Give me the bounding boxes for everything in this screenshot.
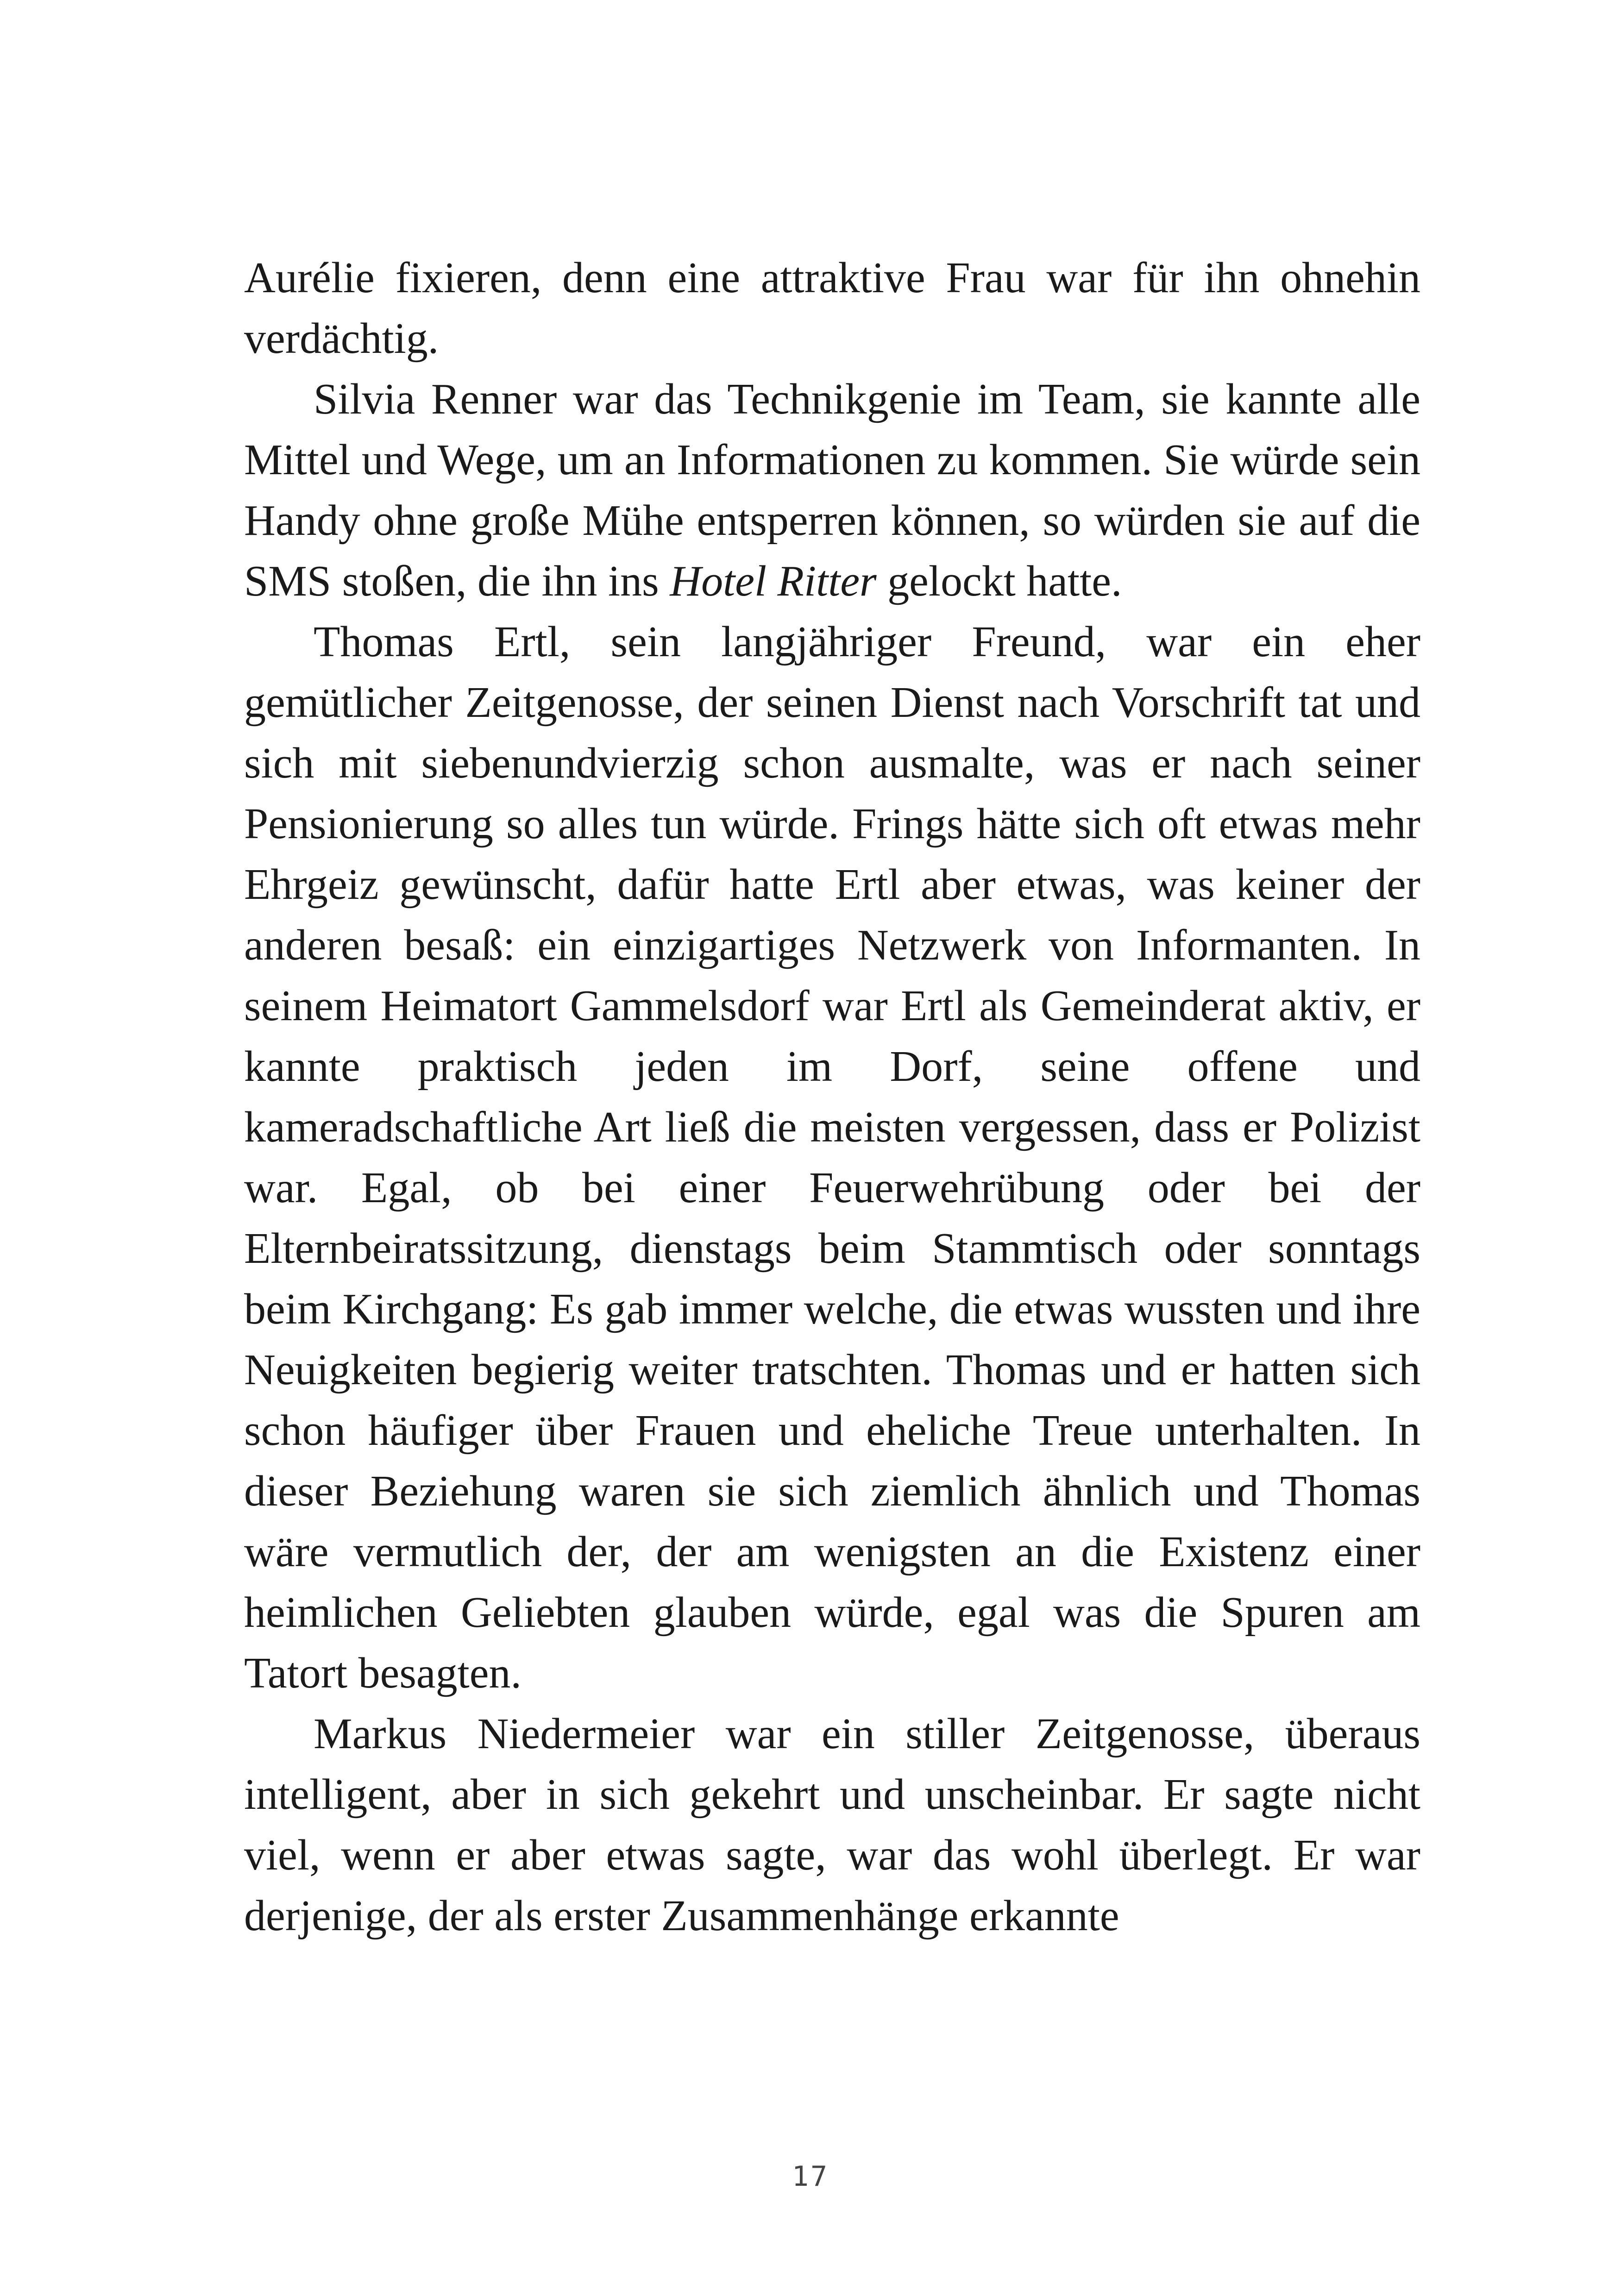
paragraph-3 [244,612,1420,1704]
paragraph-3-text: Thomas Ertl, sein langjähriger Freund, war ein eher gemütlicher Zeitgenosse, der seinen Dienst nach Vorschrift tat und sich mit siebenundvierzig schon ausmalte, was er nach seiner Pensionierung so alles tun würde. Frings hätte sich oft etwas mehr Ehrgeiz gewünscht, dafür hatte Ertl aber etwas, was keiner der anderen besaß: ein einzigartiges Netzwerk von Informanten. In seinem Heimatort Gammelsdorf war Ertl als Gemeinderat aktiv, er kannte praktisch jeden im Dorf, seine offene und kameradschaftliche Art ließ die meisten vergessen, dass er Polizist war. Egal, ob bei einer Feuerwehrübung oder bei der Elternbeiratssitzung, dienstags beim Stammtisch oder sonntags beim Kirchgang: Es gab immer welche, die etwas wussten und ihre Neuigkeiten begierig weiter tratschten. Thomas und er hatten sich schon häufiger über Frauen und eheliche Treue unterhalten. In dieser Beziehung waren sie sich ziemlich ähnlich und Thomas wäre vermutlich der, der am wenigsten an die Existenz einer heimlichen Geliebten glauben würde, egal was die Spuren am Tatort besagten. [244,618,1420,1697]
paragraph-2-text: Silvia Renner war das Technikgenie im Team, sie kannte alle Mittel und Wege, um an Informationen zu kommen. Sie würde sein Handy ohne große Mühe entsperren können, so würden sie auf die SMS stoßen, die ihn ins [244,375,1420,605]
paragraph-1 [244,248,1420,369]
paragraph-1-text: Aurélie fixieren, denn eine attraktive Frau war für ihn ohnehin verdächtig. [244,254,1420,363]
paragraph-2 [244,369,1420,612]
hotel-name-italic: Hotel Ritter [670,557,877,605]
paragraph-2-text-end: gelockt hatte. [876,557,1122,605]
page-number: 17 [792,2160,829,2193]
paragraph-4-text: Markus Niedermeier war ein stiller Zeitgenosse, überaus intelligent, aber in sich gekehrt und unscheinbar. Er sagte nicht viel, wenn er aber etwas sagte, war das wohl überlegt. Er war derjenige, der als erster Zusammenhänge erkannte [244,1710,1420,1940]
paragraph-4 [244,1704,1420,1946]
body-text [244,248,1420,1946]
